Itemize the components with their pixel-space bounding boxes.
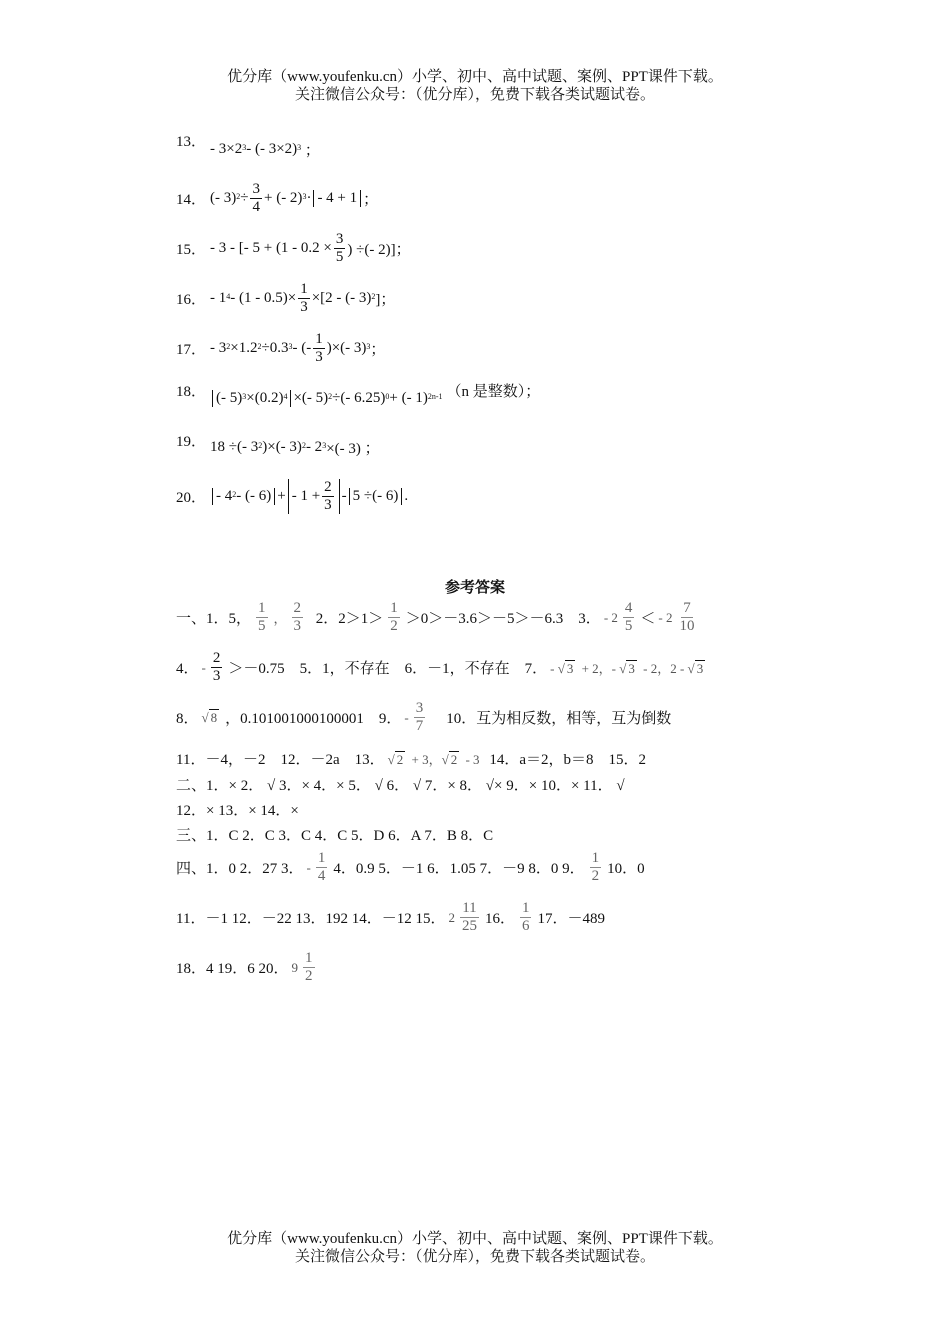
fraction: 1 6 (521, 900, 530, 934)
answer-row-2: 4． - 2 3 ＞－0.75 5．1，不存在 6．－1，不存在 7． - √ 3 + 2，- √ 3 - 2，2 - √ 3 (176, 650, 704, 684)
problem-number: 15． (176, 241, 207, 258)
answer-text: 4． (176, 661, 199, 677)
problem-20 (176, 476, 408, 516)
page-header (0, 68, 950, 104)
answer-text: ，0.101001000100001 9． (225, 711, 402, 727)
answer-row-7: 三、1．C 2．C 3．C 4．C 5．D 6．A 7．B 8．C (176, 828, 494, 844)
answer-row-6: 12．× 13．× 14．× (176, 803, 299, 819)
problem-number: 13． (176, 133, 207, 150)
answer-row-3: 8． √ 8 ，0.101001000100001 9． - 3 7 10．互为相反数，相等，互为倒数 (176, 700, 672, 734)
answer-text: ＞0＞－3.6＞－5＞－6.3 3． (405, 611, 601, 627)
answer-text: 17．－489 (537, 911, 605, 927)
problem-14 (176, 178, 378, 218)
page-footer (0, 1230, 950, 1266)
fraction: 2 3 (293, 600, 302, 634)
problem-number: 16． (176, 291, 207, 308)
expression: - 4 $^2$ - (- 6) + - 1 + 2 3 - 5 ÷(- 6) . (210, 479, 408, 514)
problem-16 (176, 278, 395, 318)
answer-text: 8． (176, 711, 199, 727)
expression: - 1 $^4$ - (1 - 0.5)× 1 3 ×[2 - (- 3) $^2$ ]； (210, 280, 396, 315)
answer-row-1: 一、1．5， 1 5 ， 2 3 2．2＞1＞ 1 2 ＞0＞－3.6＞－5＞－6.3 3． - 2 4 5 ＜ - 2 7 10 (176, 600, 703, 635)
fraction: 1 4 (317, 850, 326, 884)
problem-number: 20． (176, 489, 207, 506)
fraction: 1 2 (591, 850, 600, 884)
header-line2: 关注微信公众号：（优分库），免费下载各类试题试卷。 (294, 87, 655, 103)
problem-number: 17． (176, 341, 207, 358)
answer-text: 11．－4，－2 12．－2a 13． (176, 752, 385, 768)
answer-text: 16． (484, 911, 515, 927)
fraction: 4 5 (624, 600, 633, 634)
expression: (- 5) $^3$ ×(0.2) $^4$ ×(- 5) $^2$ ÷(- 6.25) $^0$ + (- 1) $^{2n-1}$ (210, 390, 443, 407)
problem-number: 14． (176, 191, 207, 208)
expression: (- 3) $^2$ ÷ 3 4 + (- 2) $^3$ · - 4 + 1 ； (210, 180, 379, 215)
fraction: 11 25 (461, 900, 477, 934)
problem-17 (176, 328, 385, 368)
answer-row-10: 18．4 19．6 20． 9 1 2 (176, 950, 321, 985)
header-line1: 优分库（www.youfenku.cn）小学、初中、高中试题、案例、PPT课件下载。 (227, 69, 723, 85)
fraction: 1 2 (390, 600, 398, 634)
answer-text: 一、1．5， (176, 611, 252, 627)
answer-text: 14．a＝2，b＝8 15．2 (489, 752, 646, 768)
answer-text: 2．2＞1＞ (315, 611, 384, 627)
footer-line2: 关注微信公众号：（优分库），免费下载各类试题试卷。 (294, 1249, 655, 1265)
problem-13 (176, 120, 320, 160)
problem-15 (176, 228, 411, 268)
answer-text: 10．互为相反数，相等，互为倒数 (431, 711, 672, 727)
answers-title: 参考答案 (444, 578, 505, 596)
fraction: 1 2 (305, 950, 313, 984)
fraction: 2 3 (212, 650, 221, 684)
expression: - 3×2 $^3$ - (- 3×2) $^3$ ； (210, 140, 320, 159)
problem-19 (176, 420, 380, 460)
answer-text: 10．0 (607, 861, 645, 877)
expression: - 3 - [- 5 + (1 - 0.2 × 3 5 ) ÷(- 2)]； (210, 230, 411, 265)
fraction: 7 10 (679, 600, 695, 634)
answer-text: 四、1．0 2．27 3． (176, 861, 304, 877)
expression: 18 ÷(- 3 $^2$ )×(- 3) $^2$ - 2 $^3$ ×(- 3) ； (210, 438, 380, 457)
answer-text: 4．0.9 5．－1 6．1.05 7．－9 8．0 9． (333, 861, 585, 877)
expression: - 3 $^2$ ×1.2 $^2$ ÷0.3 $^3$ - (- 1 3 )×(- 3) $^3$ ； (210, 330, 386, 365)
answer-row-5: 二、1．× 2． √ 3．× 4．× 5． √ 6． √ 7．× 8． √× 9．× 10．× 11． √ (176, 778, 625, 794)
fraction: 1 5 (258, 600, 266, 634)
answer-text: 11．－1 12．－22 13．192 14．－12 15． (176, 911, 446, 927)
answer-row-9: 11．－1 12．－22 13．192 14．－12 15． 2 11 25 16． 1 6 17．－489 (176, 900, 605, 934)
answer-row-4: 11．－4，－2 12．－2a 13． √ 2 + 3，√ 2 - 3 14．a＝2，b＝8 15．2 (176, 748, 649, 769)
answer-text: ＞－0.75 5．1，不存在 6．－1，不存在 7． (228, 661, 548, 677)
problem-note: （n 是整数）； (446, 383, 541, 400)
fraction: 3 7 (415, 700, 424, 734)
answer-row-8: 四、1．0 2．27 3． - 1 4 4．0.9 5．－1 6．1.05 7．－9 8．0 9． 1 2 10．0 (176, 850, 645, 884)
problem-18 (176, 370, 540, 410)
footer-line1: 优分库（www.youfenku.cn）小学、初中、高中试题、案例、PPT课件下载。 (227, 1231, 723, 1247)
problem-number: 18． (176, 383, 207, 400)
problem-number: 19． (176, 433, 207, 450)
answer-text: 18．4 19．6 20． (176, 961, 289, 977)
